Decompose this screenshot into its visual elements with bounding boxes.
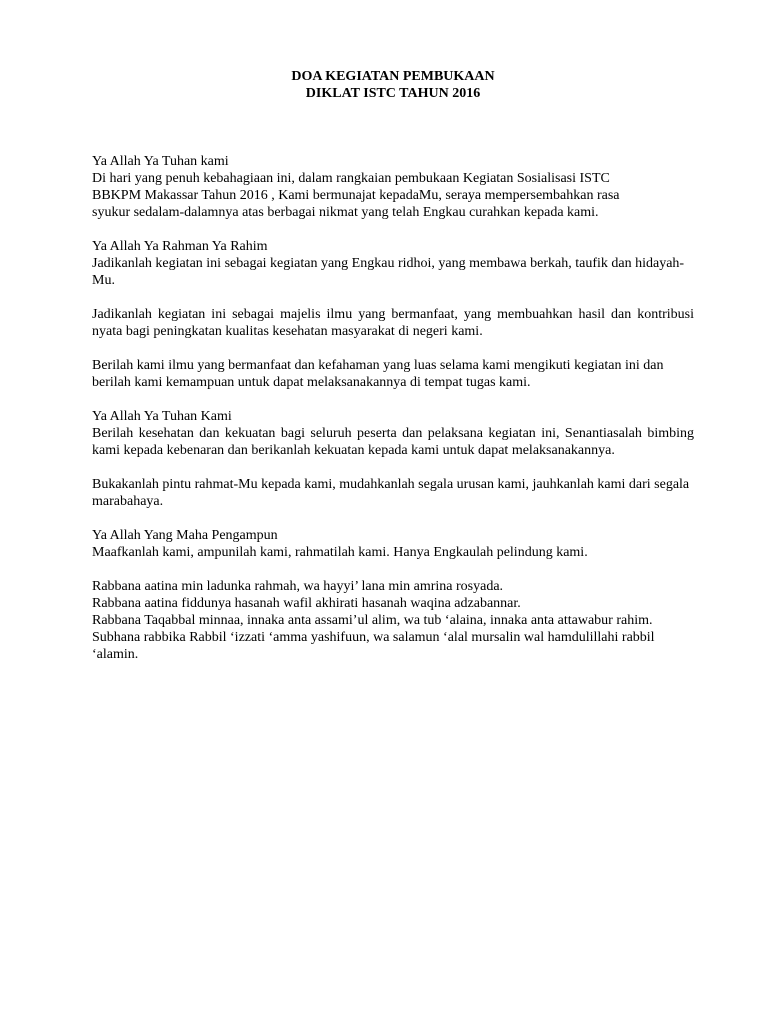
paragraph-7-heading: Ya Allah Yang Maha Pengampun (92, 528, 278, 543)
paragraph-5 (92, 408, 694, 459)
paragraph-1 (92, 153, 694, 221)
paragraph-4-text: Berilah kami ilmu yang bermanfaat dan kefahaman yang luas selama kami mengikuti kegiatan ini dan berilah kami kemampuan untuk dapat melaksanakannya di tempat tugas kami. (92, 358, 664, 390)
paragraph-1-line-3: syukur sedalam-dalamnya atas berbagai nikmat yang telah Engkau curahkan kepada kami. (92, 205, 599, 220)
paragraph-5-heading: Ya Allah Ya Tuhan Kami (92, 409, 232, 424)
paragraph-3 (92, 306, 694, 340)
paragraph-1-heading: Ya Allah Ya Tuhan kami (92, 154, 229, 169)
document-title (92, 68, 694, 102)
title-line-2: DIKLAT ISTC TAHUN 2016 (305, 86, 481, 101)
document-body (92, 153, 694, 680)
paragraph-8 (92, 578, 694, 663)
paragraph-3-text: Jadikanlah kegiatan ini sebagai majelis ilmu yang bermanfaat, yang membuahkan hasil dan kontribusi nyata bagi peningkatan kualitas kesehatan masyarakat di negeri kami. (92, 307, 694, 339)
paragraph-6-text: Bukakanlah pintu rahmat-Mu kepada kami, mudahkanlah segala urusan kami, jauhkanlah kami dari segala marabahaya. (92, 477, 690, 509)
paragraph-8-line-2: Rabbana aatina fiddunya hasanah wafil akhirati hasanah waqina adzabannar. (92, 596, 521, 611)
paragraph-4 (92, 357, 694, 391)
paragraph-2-heading: Ya Allah Ya Rahman Ya Rahim (92, 239, 268, 254)
title-line-1: DOA KEGIATAN PEMBUKAAN (291, 69, 495, 84)
paragraph-6 (92, 476, 694, 510)
paragraph-8-line-4: Subhana rabbika Rabbil ‘izzati ‘amma yashifuun, wa salamun ‘alal mursalin wal hamdulillahi rabbil ‘alamin. (92, 630, 655, 662)
paragraph-2 (92, 238, 694, 289)
paragraph-7 (92, 527, 694, 561)
paragraph-5-text: Berilah kesehatan dan kekuatan bagi seluruh peserta dan pelaksana kegiatan ini, Senantiasalah bimbing kami kepada kebenaran dan berikanlah kekuatan kepada kami untuk dapat melaksanakannya. (92, 426, 694, 458)
paragraph-8-line-1: Rabbana aatina min ladunka rahmah, wa hayyi’ lana min amrina rosyada. (92, 579, 504, 594)
paragraph-8-line-3: Rabbana Taqabbal minnaa, innaka anta assami’ul alim, wa tub ‘alaina, innaka anta attawabur rahim. (92, 613, 653, 628)
paragraph-7-text: Maafkanlah kami, ampunilah kami, rahmatilah kami. Hanya Engkaulah pelindung kami. (92, 545, 588, 560)
paragraph-1-line-2: BBKPM Makassar Tahun 2016 , Kami bermunajat kepadaMu, seraya mempersembahkan rasa (92, 188, 620, 203)
paragraph-1-line-1: Di hari yang penuh kebahagiaan ini, dalam rangkaian pembukaan Kegiatan Sosialisasi ISTC (92, 171, 610, 186)
paragraph-2-text: Jadikanlah kegiatan ini sebagai kegiatan yang Engkau ridhoi, yang membawa berkah, taufik dan hidayah-Mu. (92, 256, 685, 288)
